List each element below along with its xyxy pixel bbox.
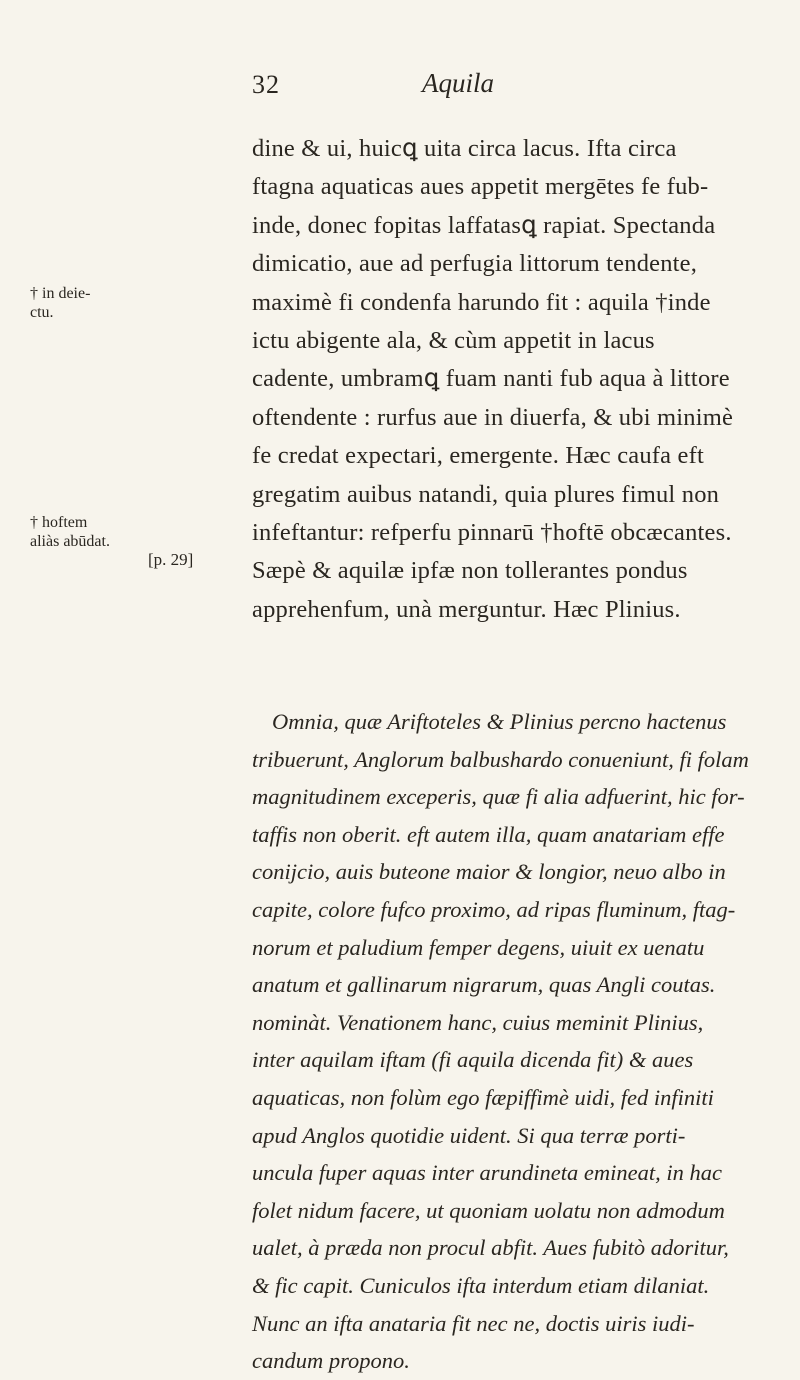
commentary-line: & fic capit. Cuniculos ifta interdum etiam dilaniat. <box>252 1272 710 1298</box>
commentary-line: capite, colore fufco proximo, ad ripas fluminum, ftag- <box>252 896 736 922</box>
commentary-line: anatum et gallinarum nigrarum, quas Angli coutas. <box>252 972 716 998</box>
text-line: inde, donec fopitas laffatasꝗ rapiat. Spectanda <box>252 211 716 239</box>
commentary-line: aquaticas, non folùm ego fæpiffimè uidi, fed infiniti <box>252 1084 714 1110</box>
margin-note-line: † in deie- <box>30 285 91 302</box>
margin-note-line: ctu. <box>30 304 54 321</box>
commentary-block <box>252 703 792 1380</box>
margin-note-hostem <box>30 513 87 532</box>
text-line: cadente, umbramꝗ fuam nanti fub aqua à littore <box>252 365 730 393</box>
commentary-line: candum propono. <box>252 1348 410 1374</box>
margin-note-deiectu <box>30 284 90 322</box>
text-line: ictu abigente ala, & cùm appetit in lacus <box>252 326 655 354</box>
margin-note-line: † hoftem <box>30 514 88 531</box>
original-page-reference: [p. 29] <box>148 550 194 569</box>
text-line: fe credat expectari, emergente. Hæc caufa eft <box>252 442 704 470</box>
text-line: infeftantur: refperfu pinnarū †hoftē obcæcantes. <box>252 518 732 546</box>
commentary-line: inter aquilam iftam (fi aquila dicenda fit) & aues <box>252 1047 694 1073</box>
text-line: ftagna aquaticas aues appetit mergētes fe fub- <box>252 173 709 201</box>
text-line: dine & ui, huicꝗ uita circa lacus. Ifta circa <box>252 135 677 162</box>
commentary-line: Omnia, quæ Ariftoteles & Plinius percno hactenus <box>272 709 727 734</box>
commentary-line: taffis non oberit. eft autem illa, quam anatariam effe <box>252 821 725 847</box>
commentary-line: apud Anglos quotidie uident. Si qua terræ porti- <box>252 1122 686 1148</box>
margin-note-alias <box>30 532 110 551</box>
commentary-line: magnitudinem exceperis, quæ fi alia adfuerint, hic for- <box>252 784 745 810</box>
text-line: oftendente : rurfus aue in diuerfa, & ubi minimè <box>252 403 734 431</box>
margin-note-line: aliàs abūdat. <box>30 533 110 550</box>
text-line: maximè fi condenfa harundo fit : aquila †inde <box>252 288 711 316</box>
text-line: apprehenfum, unà merguntur. Hæc Plinius. <box>252 595 681 623</box>
commentary-line: Nunc an ifta anataria fit nec ne, doctis uiris iudi- <box>252 1310 695 1336</box>
text-line: gregatim auibus natandi, quia plures fimul non <box>252 480 720 508</box>
commentary-line: tribuerunt, Anglorum balbushardo conueniunt, fi folam <box>252 746 749 772</box>
page-number: 32 <box>252 70 280 99</box>
commentary-line: conijcio, auis buteone maior & longior, neuo albo in <box>252 859 726 885</box>
text-line: dimicatio, aue ad perfugia littorum tendente, <box>252 250 698 278</box>
commentary-line: nominàt. Venationem hanc, cuius meminit Plinius, <box>252 1009 704 1035</box>
commentary-line: uncula fuper aquas inter arundineta emineat, in hac <box>252 1160 722 1186</box>
running-head: Aquila <box>422 68 494 98</box>
commentary-line: folet nidum facere, ut quoniam uolatu non admodum <box>252 1197 725 1223</box>
page-header <box>0 70 800 110</box>
commentary-line: ualet, à præda non procul abfit. Aues fubitò adoritur, <box>252 1235 729 1261</box>
commentary-line: norum et paludium femper degens, uiuit ex uenatu <box>252 934 705 960</box>
main-text-block <box>252 130 792 629</box>
text-line: Sæpè & aquilæ ipfæ non tollerantes pondus <box>252 557 688 585</box>
